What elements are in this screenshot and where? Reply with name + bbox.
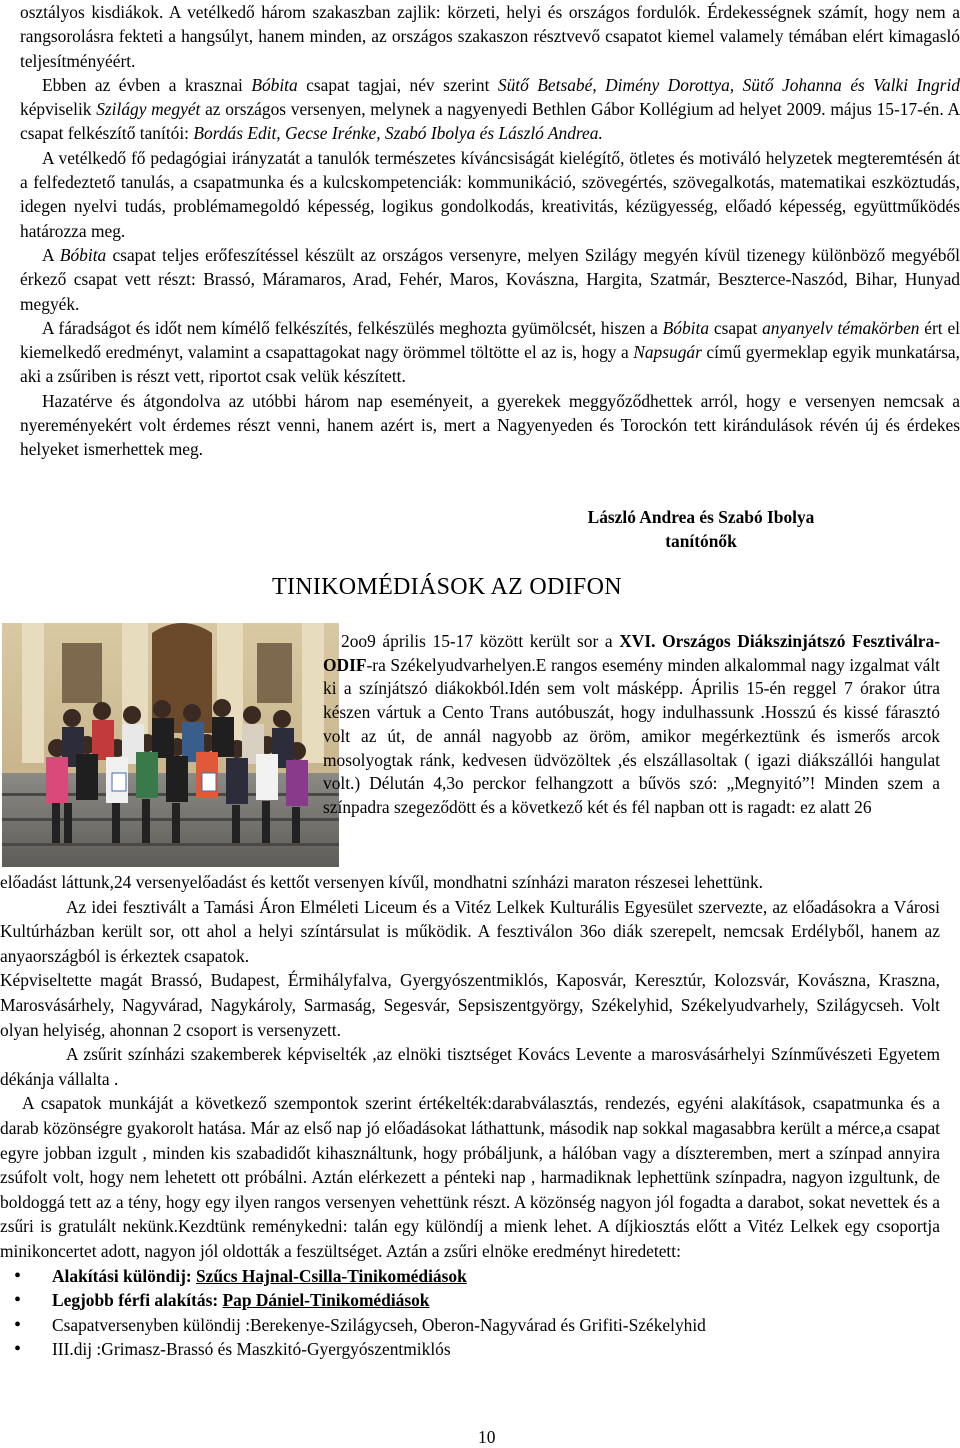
intro-paragraph-3: A vetélkedő fő pedagógiai irányzatát a tanulók természetes kíváncsiságát kielégítő, ötletes és motiváló helyzetek megteremtésén át a felfedeztető tanulás, a csapatmunka és a kulcskompetenciák: kommunikáció, szövegértés, szövegalkotás, matematikai eszköztudás, idegen nyelvi tudás, problémamegoldó képesség, logikus gondolkodás, kreativitás, kézügyesség, előadó képesség, együttműködés határozza meg. [20, 147, 960, 241]
awards-list [0, 1264, 940, 1362]
article-intro-wrap [323, 630, 940, 820]
intro-paragraph-2: Ebben az évben a krasznai Bóbita csapat tagjai, név szerint Sütő Betsabé, Dimény Dorottya, Sütő Johanna és Valki Ingrid képviselik Szilágy megyét az országos versenyen, melynek a nagyenyedi Bethlen Gábor Kollégium ad helyet 2009. május 15-17-én. A csapat felkészítő tanítói: Bordás Edit, Gecse Irénke, Szabó Ibolya és László Andrea. [20, 74, 960, 144]
award-item: • Legjobb férfi alakítás: Pap Dániel-Tinikomédiások [0, 1288, 940, 1313]
document-page [20, 0, 960, 462]
group-photo-image [2, 623, 339, 867]
group-photo [2, 623, 339, 867]
article-title: TINIKOMÉDIÁSOK AZ ODIFON [272, 574, 622, 600]
article-paragraph-4: A zsűrit színházi szakemberek képviselték ,az elnöki tisztséget Kovács Levente a marosvásárhelyi Színművészeti Egyetem dékánja vállalta . [0, 1044, 940, 1089]
article-body [0, 870, 940, 1362]
intro-paragraph-4: A Bóbita csapat teljes erőfeszítéssel készült az országos versenyre, melyen Szilágy megyén kívül tizenegy különböző megyéből érkező csapat vett részt: Brassó, Máramaros, Arad, Fehér, Maros, Kovászna, Hargita, Szatmár, Beszterce-Naszód, Bihar, Hunyad megyék. [20, 244, 960, 314]
award-item: • III.dij :Grimasz-Brassó és Maszkitó-Gyergyószentmiklós [0, 1337, 940, 1362]
article-paragraph-3: Képviseltette magát Brassó, Budapest, Érmihályfalva, Gyergyószentmiklós, Kaposvár, Keresztúr, Kolozsvár, Kovászna, Kraszna, Marosvásárhely, Nagyvárad, Nagykároly, Sarmaság, Segesvár, Sepsiszentgyörgy, Székelyhid, Székelyudvarhely, Szilágycseh. Volt olyan helyiség, ahonnan 2 csoport is versenyzett. [0, 970, 940, 1040]
award-item: • Alakítási különdij: Szűcs Hajnal-Csilla-Tinikomédiások [0, 1264, 940, 1289]
signature-block [546, 505, 856, 554]
signature-names: László Andrea és Szabó Ibolya [587, 507, 815, 527]
signature-role: tanítónők [665, 531, 737, 552]
award-item: • Csapatversenyben különdij :Berekenye-Szilágycseh, Oberon-Nagyvárad és Grifiti-Székelyhid [0, 1313, 940, 1338]
intro-section [20, 0, 960, 462]
page-number: 10 [478, 1427, 496, 1447]
intro-paragraph-1: osztályos kisdiákok. A vetélkedő három szakaszban zajlik: körzeti, helyi és országos fordulók. Érdekességnek számít, hogy nem a rangsorolásra fekteti a hangsúlyt, hanem minden, az országos szakaszon résztvevő csapatot kiemel valamely témában elért kimagasló teljesítményéért. [20, 2, 960, 71]
intro-paragraph-6: Hazatérve és átgondolva az utóbbi három nap eseményeit, a gyerekek meggyőződhettek arról, hogy e versenyen nemcsak a nyereményekért volt érdemes részt venni, hanem azért is, mert a Nagyenyeden és Torockón tett kirándulások révén új és érdekes helyeket ismerhettek meg. [20, 390, 960, 460]
article-paragraph-1: 2oo9 április 15-17 között került sor a XVI. Országos Diákszinjátszó Fesztiválra-ODIF-ra Székelyudvarhelyen.E rangos esemény minden alkalommal nagy izgalmat vált ki a színjátszó diákokból.Idén sem volt másképp. Április 15-én reggel 7 órakor útra készen vártuk a Cento Trans autóbuszát, hogy indulhassunk .Hosszú és kissé fárasztó volt az út, de annál nagyobb az öröm, amikor megérkeztünk és ismerős arcok mosolyogtak ránk, kedvesen üdvözöltek ,és elszállasoltak ( igazi diákszállói hangulat volt.) Délután 4,3o perckor felhangzott a bűvös szó: „Megnyitó”! Minden szem a színpadra szegeződött és a következő két és fél napban ott is ragadt: ez alatt 26 [323, 631, 941, 817]
article-continuation: előadást láttunk,24 versenyelőadást és kettőt versenyen kívűl, mondhatni színházi maraton részesei lehettünk. [0, 872, 764, 892]
article-paragraph-2: Az idei fesztivált a Tamási Áron Elméleti Liceum és a Vitéz Lelkek Kulturális Egyesület szervezte, az előadásokra a Városi Kultúrházban került sor, ott ahol a helyi színtársulat is működik. A fesztiválon 36o diák szerepelt, nemcsak Erdélyből, hanem az anyaországból is érkeztek csapatok. [0, 896, 940, 966]
article-paragraph-5: A csapatok munkáját a következő szempontok szerint értékelték:darabválasztás, rendezés, egyéni alakítások, csapatmunka és a darab közönségre gyakorolt hatása. Már az első nap jó előadásokat láthattunk, második nap sokkal magasabbra került a mérce,a csapat egyre jobban izgult , minden kis szabadidőt kihasználtunk, hogy próbáljunk, a hálóban vagy a díszteremben, mert a színpad annyira zsúfolt volt, hogy nem lehetett ott próbálni. Aztán elérkezett a pénteki nap , harmadiknak lephettünk színpadra, nagyon izgultunk, de boldoggá tett az a tény, hogy egy ilyen rangos versenyen vehettünk részt. A közönség nagyon jól fogadta a darabot, sokat nevettek és a zsűri is gratulált nekünk.Kezdtünk reménykedni: talán egy különdíj a mienk lehet. A díjkiosztás előtt a Vitéz Lelkek egy csoportja minikoncertet adott, nagyon jól oldották a feszültséget. Aztán a zsűri elnöke eredményt hiredetett: [0, 1093, 940, 1261]
intro-paragraph-5: A fáradságot és időt nem kímélő felkészítés, felkészülés meghozta gyümölcsét, hiszen a Bóbita csapat anyanyelv témakörben ért el kiemelkedő eredményt, valamint a csapattagokat nagy örömmel töltötte el az is, hogy a Napsugár című gyermeklap egyik munkatársa, aki a zsűriben is részt vett, riportot csak velük készített. [20, 317, 960, 387]
